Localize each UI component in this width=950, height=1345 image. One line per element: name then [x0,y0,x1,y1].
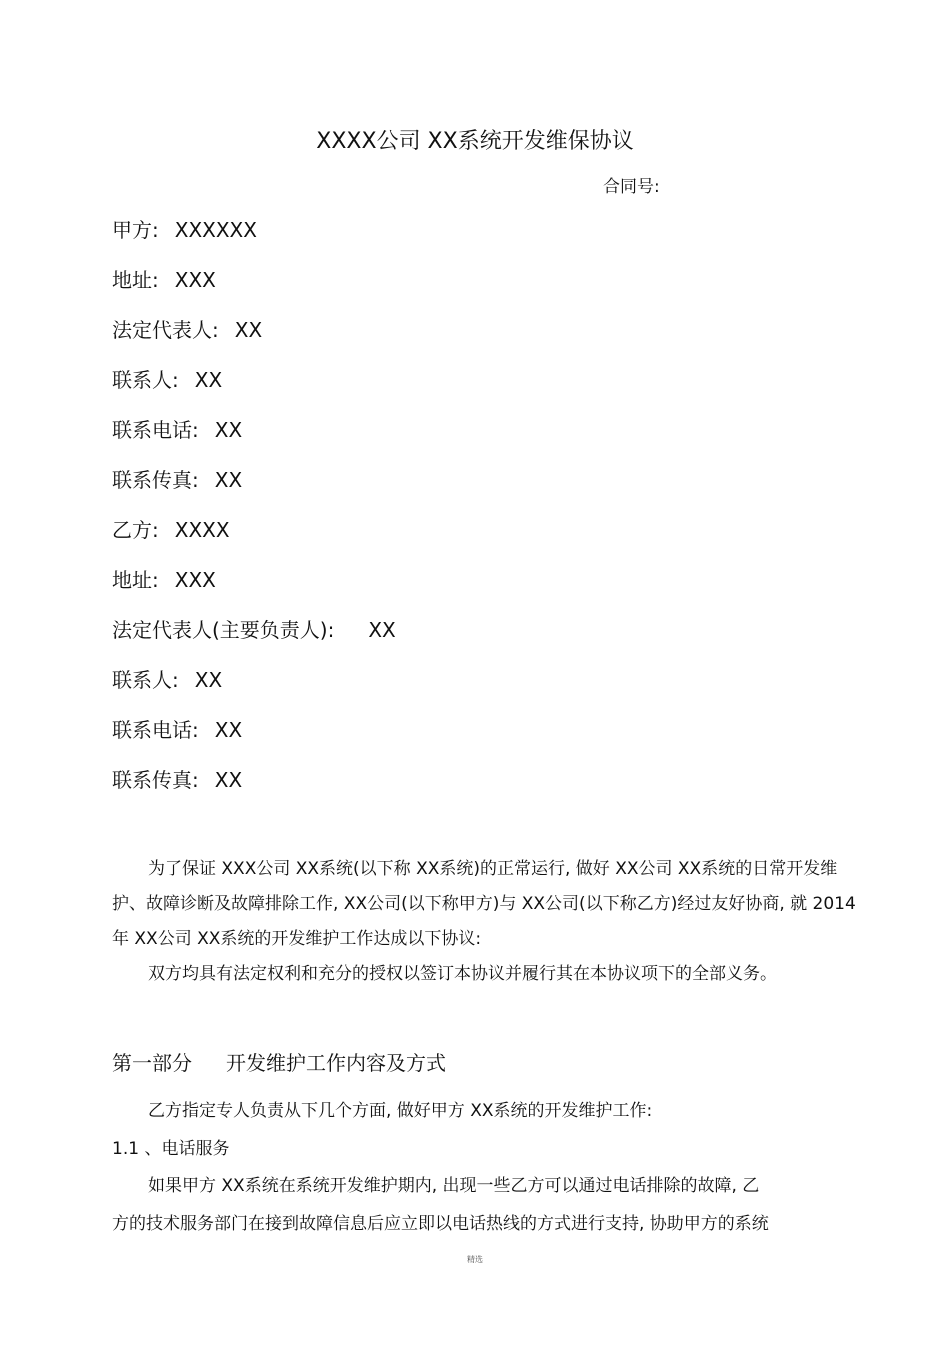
document-title: XXXX公司 XX系统开发维保协议 [316,129,634,154]
party-a-name: 甲方: XXXXXX [112,218,257,242]
party-b-legal-rep: 法定代表人(主要负责人): XX [112,618,396,642]
party-b-name: 乙方: XXXX [112,518,230,542]
party-a-phone: 联系电话: XX [112,418,243,442]
contract-number-label: 合同号: [603,177,660,197]
subsection-1-1-line-1: 如果甲方 XX系统在系统开发维护期内, 出现一些乙方可以通过电话排除的故障, 乙 [148,1176,760,1196]
party-b-address: 地址: XXX [112,568,216,592]
party-a-fax: 联系传真: XX [112,468,243,492]
section-1-title: 第一部分 开发维护工作内容及方式 [112,1051,446,1075]
intro-paragraph-2: 双方均具有法定权利和充分的授权以签订本协议并履行其在本协议项下的全部义务。 [148,964,777,984]
party-b-fax: 联系传真: XX [112,768,243,792]
party-a-legal-rep: 法定代表人: XX [112,318,263,342]
party-a-contact: 联系人: XX [112,368,223,392]
intro-section [112,852,857,992]
intro-paragraph-1: 为了保证 XXX公司 XX系统(以下称 XX系统)的正常运行, 做好 XX公司 XX系统的日常开发维护、故障诊断及故障排除工作, XX公司(以下称甲方)与 XX公司(以下称乙方)经过友好协商, 就 2014 年 XX公司 XX系统的开发维护工作达成以下协议: [112,859,856,949]
subsection-1-1-title: 1.1 、电话服务 [112,1139,230,1159]
section-1-lead: 乙方指定专人负责从下几个方面, 做好甲方 XX系统的开发维护工作: [148,1101,653,1121]
party-b-contact: 联系人: XX [112,668,223,692]
party-a-address: 地址: XXX [112,268,216,292]
subsection-1-1-line-2: 方的技术服务部门在接到故障信息后应立即以电话热线的方式进行支持, 协助甲方的系统 [112,1214,769,1234]
party-b-phone: 联系电话: XX [112,718,243,742]
footer-mark: 精选 [467,1255,483,1264]
